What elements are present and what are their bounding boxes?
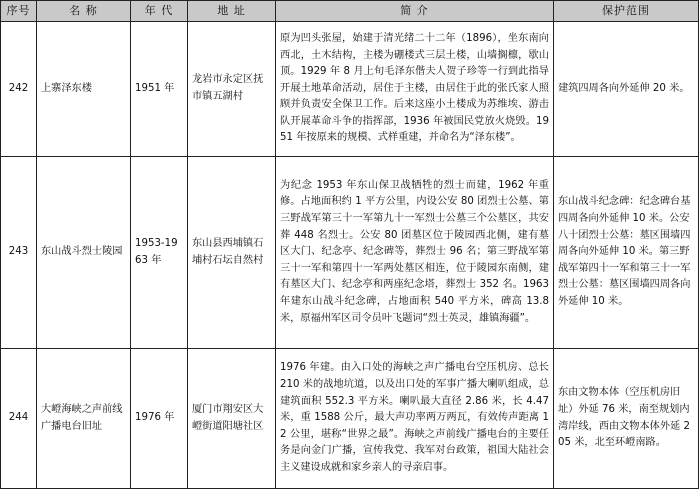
- site-address: 东山县西埔镇石埔村石坛自然村: [188, 157, 276, 349]
- site-intro: 为纪念 1953 年东山保卫战牺牲的烈士而建，1962 年重修。占地面积约 1 平方公里，内设公安 80 团烈士公墓、第三野战军第三十一军第九十一军烈士公墓三个公墓区，共安葬 448 名烈士。公安 80 团墓区位于陵园西北侧，建有墓区大门、纪念亭、纪念碑等，葬烈士 96 名；第三野战军第三十一军和第四十一军两处墓区相连，位于陵园东南侧，建有墓区大门、纪念亭和两座纪念塔，葬烈士 352 名。1963 年建东山战斗纪念碑，占地面积 540 平方米，碑高 13.8 米，原福州军区司令员叶飞题词“烈士英灵，雄镇海疆”。: [276, 157, 554, 349]
- site-name: 大嶝海峡之声前线广播电台旧址: [37, 349, 131, 489]
- row-number: 244: [1, 349, 37, 489]
- header-address: 地 址: [188, 1, 276, 22]
- site-name: 上寨泽东楼: [37, 22, 131, 157]
- site-address: 厦门市翔安区大嶝街道阳塘社区: [188, 349, 276, 489]
- site-intro: 1976 年建。由入口处的海峡之声广播电台空压机房、总长 210 米的战地坑道，以及出口处的军事广播大喇叭组成，总建筑面积 552.3 平方米。喇叭最大直径 2.86 米，长 4.47 米，重 1588 公斤，最大声功率两万两瓦，有效传声距离 12 公里，堪称“世界之最”。海峡之声前线广播电台的主要任务是向金门广播，宣传我党、我军对台政策，祖国大陆社会主义建设成就和家乡亲人的寻亲启事。: [276, 349, 554, 489]
- protection-scope: 东由文物本体（空压机房旧址）外延 76 米，南至规划内湾岸线，西由文物本体外延 205 米，北至环嶝南路。: [554, 349, 699, 489]
- table-row: [1, 349, 699, 489]
- row-number: 242: [1, 22, 37, 157]
- protection-scope: 建筑四周各向外延伸 20 米。: [554, 22, 699, 157]
- site-address: 龙岩市永定区抚市镇五湖村: [188, 22, 276, 157]
- table-row: [1, 22, 699, 157]
- header-no: 序号: [1, 1, 37, 22]
- site-era: 1953-1963 年: [131, 157, 188, 349]
- site-intro: 原为凹头张屋，始建于清光绪二十二年（1896），坐东南向西北，土木结构，主楼为硼楼式三层土楼，山墙搁檩，歇山顶。1929 年 8 月上旬毛泽东偕夫人贺子珍等一行到此指导开展土地革命活动，居住于主楼，由居住于此的张氏家人照顾并负责安全保卫工作。后来这座小土楼成为苏维埃、游击队开展革命斗争的指挥部，1936 年被国民党放火烧毁。1951 年按原来的规模、式样重建，并命名为“泽东楼”。: [276, 22, 554, 157]
- header-name: 名 称: [37, 1, 131, 22]
- table-row: [1, 157, 699, 349]
- header-scope: 保护范围: [554, 1, 699, 22]
- header-era: 年 代: [131, 1, 188, 22]
- site-era: 1951 年: [131, 22, 188, 157]
- site-name: 东山战斗烈士陵园: [37, 157, 131, 349]
- site-era: 1976 年: [131, 349, 188, 489]
- protection-scope: 东山战斗纪念碑：纪念碑台基四周各向外延伸 10 米。公安八十团烈士公墓：墓区围墙四周各向外延伸 10 米。第三野战军第四十一军和第三十一军烈士公墓：墓区围墙四周各向外延伸 10 米。: [554, 157, 699, 349]
- row-number: 243: [1, 157, 37, 349]
- table-header-row: [1, 1, 699, 22]
- header-intro: 简 介: [276, 1, 554, 22]
